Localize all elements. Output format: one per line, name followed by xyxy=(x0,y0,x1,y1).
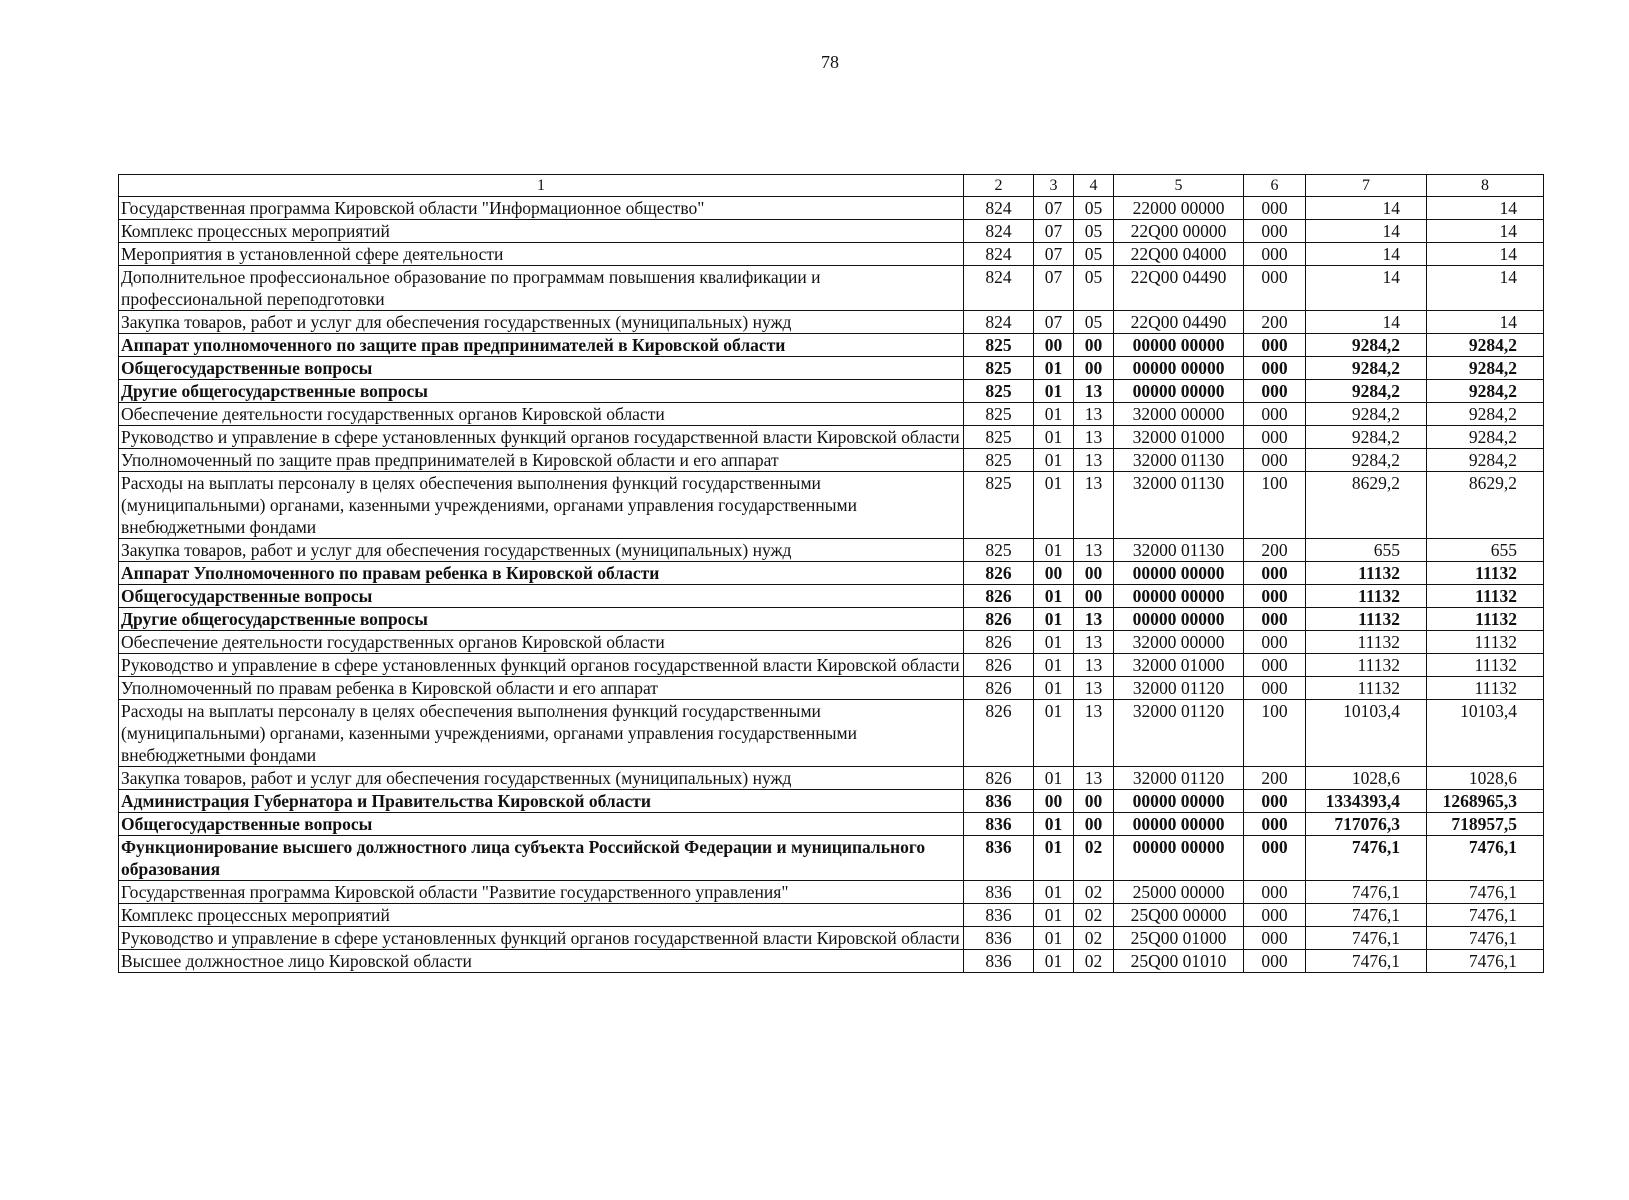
amount-col8-cell: 11132 xyxy=(1427,677,1544,700)
ministry-code-cell: 825 xyxy=(964,539,1034,562)
row-name-cell: Обеспечение деятельности государственных органов Кировской области xyxy=(119,403,964,426)
ministry-code-cell: 825 xyxy=(964,449,1034,472)
amount-col8-cell: 14 xyxy=(1427,220,1544,243)
amount-col8-cell: 14 xyxy=(1427,266,1544,311)
amount-col7-cell: 1028,6 xyxy=(1306,767,1427,790)
amount-col8-cell: 7476,1 xyxy=(1427,950,1544,973)
expense-type-cell: 100 xyxy=(1244,700,1306,767)
amount-col8-cell: 8629,2 xyxy=(1427,472,1544,539)
expense-type-cell: 000 xyxy=(1244,836,1306,881)
column-header: 5 xyxy=(1114,175,1244,197)
section-code-cell: 00 xyxy=(1034,334,1074,357)
amount-col7-cell: 9284,2 xyxy=(1306,403,1427,426)
column-header: 1 xyxy=(119,175,964,197)
subsection-code-cell: 13 xyxy=(1074,608,1114,631)
subsection-code-cell: 13 xyxy=(1074,380,1114,403)
row-name-cell: Уполномоченный по защите прав предпринимателей в Кировской области и его аппарат xyxy=(119,449,964,472)
amount-col8-cell: 9284,2 xyxy=(1427,403,1544,426)
amount-col8-cell: 718957,5 xyxy=(1427,813,1544,836)
table-row xyxy=(119,767,1544,790)
amount-col8-cell: 9284,2 xyxy=(1427,334,1544,357)
row-name-cell: Аппарат уполномоченного по защите прав предпринимателей в Кировской области xyxy=(119,334,964,357)
table-row xyxy=(119,790,1544,813)
section-code-cell: 01 xyxy=(1034,677,1074,700)
table-row xyxy=(119,266,1544,311)
table-row xyxy=(119,197,1544,220)
amount-col7-cell: 655 xyxy=(1306,539,1427,562)
row-name-cell: Руководство и управление в сфере установленных функций органов государственной власти Кировской области xyxy=(119,426,964,449)
section-code-cell: 01 xyxy=(1034,403,1074,426)
subsection-code-cell: 13 xyxy=(1074,631,1114,654)
ministry-code-cell: 826 xyxy=(964,654,1034,677)
amount-col7-cell: 14 xyxy=(1306,243,1427,266)
amount-col8-cell: 7476,1 xyxy=(1427,881,1544,904)
target-article-cell: 32000 01130 xyxy=(1114,539,1244,562)
subsection-code-cell: 13 xyxy=(1074,472,1114,539)
target-article-cell: 32000 01000 xyxy=(1114,426,1244,449)
expense-type-cell: 100 xyxy=(1244,472,1306,539)
amount-col8-cell: 14 xyxy=(1427,243,1544,266)
section-code-cell: 01 xyxy=(1034,426,1074,449)
amount-col8-cell: 11132 xyxy=(1427,562,1544,585)
row-name-cell: Комплекс процессных мероприятий xyxy=(119,904,964,927)
subsection-code-cell: 02 xyxy=(1074,836,1114,881)
amount-col7-cell: 10103,4 xyxy=(1306,700,1427,767)
subsection-code-cell: 13 xyxy=(1074,767,1114,790)
target-article-cell: 25Q00 00000 xyxy=(1114,904,1244,927)
expense-type-cell: 200 xyxy=(1244,767,1306,790)
amount-col8-cell: 11132 xyxy=(1427,585,1544,608)
section-code-cell: 07 xyxy=(1034,220,1074,243)
table-row xyxy=(119,608,1544,631)
amount-col7-cell: 11132 xyxy=(1306,608,1427,631)
expense-type-cell: 200 xyxy=(1244,539,1306,562)
amount-col8-cell: 9284,2 xyxy=(1427,357,1544,380)
row-name-cell: Комплекс процессных мероприятий xyxy=(119,220,964,243)
row-name-cell: Общегосударственные вопросы xyxy=(119,585,964,608)
expense-type-cell: 000 xyxy=(1244,220,1306,243)
table-row xyxy=(119,472,1544,539)
target-article-cell: 22Q00 00000 xyxy=(1114,220,1244,243)
section-code-cell: 07 xyxy=(1034,311,1074,334)
subsection-code-cell: 13 xyxy=(1074,677,1114,700)
ministry-code-cell: 836 xyxy=(964,813,1034,836)
amount-col7-cell: 7476,1 xyxy=(1306,927,1427,950)
row-name-cell: Руководство и управление в сфере установленных функций органов государственной власти Кировской области xyxy=(119,654,964,677)
subsection-code-cell: 05 xyxy=(1074,243,1114,266)
ministry-code-cell: 836 xyxy=(964,904,1034,927)
expense-type-cell: 000 xyxy=(1244,243,1306,266)
expense-type-cell: 000 xyxy=(1244,426,1306,449)
amount-col7-cell: 717076,3 xyxy=(1306,813,1427,836)
target-article-cell: 25Q00 01000 xyxy=(1114,927,1244,950)
subsection-code-cell: 13 xyxy=(1074,426,1114,449)
subsection-code-cell: 05 xyxy=(1074,311,1114,334)
target-article-cell: 32000 01120 xyxy=(1114,677,1244,700)
expense-type-cell: 000 xyxy=(1244,334,1306,357)
row-name-cell: Расходы на выплаты персоналу в целях обеспечения выполнения функций государственными (муниципальными) органами, казенными учреждениями, органами управления государственными внебюджетными фондами xyxy=(119,472,964,539)
amount-col7-cell: 14 xyxy=(1306,266,1427,311)
ministry-code-cell: 826 xyxy=(964,700,1034,767)
header-row xyxy=(119,175,1544,197)
section-code-cell: 01 xyxy=(1034,700,1074,767)
budget-table xyxy=(118,174,1544,973)
section-code-cell: 01 xyxy=(1034,881,1074,904)
table-row xyxy=(119,562,1544,585)
subsection-code-cell: 00 xyxy=(1074,562,1114,585)
amount-col8-cell: 7476,1 xyxy=(1427,927,1544,950)
expense-type-cell: 000 xyxy=(1244,585,1306,608)
amount-col7-cell: 11132 xyxy=(1306,562,1427,585)
row-name-cell: Расходы на выплаты персоналу в целях обеспечения выполнения функций государственными (муниципальными) органами, казенными учреждениями, органами управления государственными внебюджетными фондами xyxy=(119,700,964,767)
target-article-cell: 32000 01130 xyxy=(1114,449,1244,472)
row-name-cell: Общегосударственные вопросы xyxy=(119,813,964,836)
table-row xyxy=(119,585,1544,608)
amount-col7-cell: 8629,2 xyxy=(1306,472,1427,539)
target-article-cell: 00000 00000 xyxy=(1114,357,1244,380)
amount-col8-cell: 11132 xyxy=(1427,654,1544,677)
subsection-code-cell: 02 xyxy=(1074,927,1114,950)
row-name-cell: Администрация Губернатора и Правительства Кировской области xyxy=(119,790,964,813)
row-name-cell: Дополнительное профессиональное образование по программам повышения квалификации и профессиональной переподготовки xyxy=(119,266,964,311)
table-row xyxy=(119,243,1544,266)
section-code-cell: 01 xyxy=(1034,813,1074,836)
expense-type-cell: 000 xyxy=(1244,562,1306,585)
expense-type-cell: 000 xyxy=(1244,677,1306,700)
row-name-cell: Аппарат Уполномоченного по правам ребенка в Кировской области xyxy=(119,562,964,585)
amount-col7-cell: 14 xyxy=(1306,197,1427,220)
ministry-code-cell: 824 xyxy=(964,220,1034,243)
amount-col7-cell: 11132 xyxy=(1306,631,1427,654)
column-header: 6 xyxy=(1244,175,1306,197)
table-row xyxy=(119,677,1544,700)
expense-type-cell: 000 xyxy=(1244,927,1306,950)
target-article-cell: 25Q00 01010 xyxy=(1114,950,1244,973)
row-name-cell: Государственная программа Кировской области "Развитие государственного управления" xyxy=(119,881,964,904)
amount-col7-cell: 11132 xyxy=(1306,585,1427,608)
ministry-code-cell: 836 xyxy=(964,881,1034,904)
subsection-code-cell: 02 xyxy=(1074,950,1114,973)
amount-col8-cell: 1268965,3 xyxy=(1427,790,1544,813)
subsection-code-cell: 13 xyxy=(1074,654,1114,677)
amount-col7-cell: 14 xyxy=(1306,311,1427,334)
amount-col7-cell: 7476,1 xyxy=(1306,836,1427,881)
row-name-cell: Обеспечение деятельности государственных органов Кировской области xyxy=(119,631,964,654)
table-row xyxy=(119,813,1544,836)
target-article-cell: 32000 01000 xyxy=(1114,654,1244,677)
section-code-cell: 01 xyxy=(1034,585,1074,608)
section-code-cell: 01 xyxy=(1034,449,1074,472)
table-body xyxy=(119,197,1544,973)
section-code-cell: 07 xyxy=(1034,197,1074,220)
ministry-code-cell: 826 xyxy=(964,767,1034,790)
expense-type-cell: 000 xyxy=(1244,380,1306,403)
amount-col8-cell: 11132 xyxy=(1427,631,1544,654)
amount-col8-cell: 9284,2 xyxy=(1427,426,1544,449)
row-name-cell: Уполномоченный по правам ребенка в Кировской области и его аппарат xyxy=(119,677,964,700)
section-code-cell: 01 xyxy=(1034,539,1074,562)
amount-col8-cell: 10103,4 xyxy=(1427,700,1544,767)
table-row xyxy=(119,311,1544,334)
target-article-cell: 25000 00000 xyxy=(1114,881,1244,904)
row-name-cell: Другие общегосударственные вопросы xyxy=(119,380,964,403)
expense-type-cell: 000 xyxy=(1244,357,1306,380)
target-article-cell: 22Q00 04000 xyxy=(1114,243,1244,266)
expense-type-cell: 000 xyxy=(1244,266,1306,311)
amount-col7-cell: 9284,2 xyxy=(1306,357,1427,380)
row-name-cell: Мероприятия в установленной сфере деятельности xyxy=(119,243,964,266)
subsection-code-cell: 00 xyxy=(1074,790,1114,813)
row-name-cell: Другие общегосударственные вопросы xyxy=(119,608,964,631)
target-article-cell: 00000 00000 xyxy=(1114,836,1244,881)
amount-col8-cell: 7476,1 xyxy=(1427,836,1544,881)
subsection-code-cell: 13 xyxy=(1074,539,1114,562)
target-article-cell: 32000 01120 xyxy=(1114,700,1244,767)
ministry-code-cell: 824 xyxy=(964,243,1034,266)
section-code-cell: 01 xyxy=(1034,472,1074,539)
amount-col8-cell: 9284,2 xyxy=(1427,449,1544,472)
ministry-code-cell: 825 xyxy=(964,403,1034,426)
ministry-code-cell: 826 xyxy=(964,631,1034,654)
table-row xyxy=(119,631,1544,654)
target-article-cell: 32000 00000 xyxy=(1114,403,1244,426)
table-row xyxy=(119,836,1544,881)
subsection-code-cell: 05 xyxy=(1074,220,1114,243)
amount-col8-cell: 14 xyxy=(1427,197,1544,220)
ministry-code-cell: 826 xyxy=(964,677,1034,700)
section-code-cell: 01 xyxy=(1034,836,1074,881)
column-header: 7 xyxy=(1306,175,1427,197)
amount-col7-cell: 7476,1 xyxy=(1306,904,1427,927)
table-row xyxy=(119,357,1544,380)
ministry-code-cell: 825 xyxy=(964,357,1034,380)
amount-col7-cell: 1334393,4 xyxy=(1306,790,1427,813)
ministry-code-cell: 824 xyxy=(964,266,1034,311)
table-row xyxy=(119,220,1544,243)
target-article-cell: 00000 00000 xyxy=(1114,608,1244,631)
expense-type-cell: 000 xyxy=(1244,881,1306,904)
section-code-cell: 01 xyxy=(1034,631,1074,654)
amount-col8-cell: 1028,6 xyxy=(1427,767,1544,790)
ministry-code-cell: 825 xyxy=(964,334,1034,357)
expense-type-cell: 200 xyxy=(1244,311,1306,334)
section-code-cell: 01 xyxy=(1034,380,1074,403)
expense-type-cell: 000 xyxy=(1244,790,1306,813)
amount-col8-cell: 11132 xyxy=(1427,608,1544,631)
subsection-code-cell: 13 xyxy=(1074,449,1114,472)
ministry-code-cell: 836 xyxy=(964,927,1034,950)
column-header: 8 xyxy=(1427,175,1544,197)
target-article-cell: 00000 00000 xyxy=(1114,380,1244,403)
target-article-cell: 00000 00000 xyxy=(1114,585,1244,608)
subsection-code-cell: 05 xyxy=(1074,197,1114,220)
amount-col7-cell: 7476,1 xyxy=(1306,881,1427,904)
ministry-code-cell: 836 xyxy=(964,790,1034,813)
expense-type-cell: 000 xyxy=(1244,608,1306,631)
target-article-cell: 32000 00000 xyxy=(1114,631,1244,654)
amount-col7-cell: 9284,2 xyxy=(1306,426,1427,449)
table-row xyxy=(119,881,1544,904)
expense-type-cell: 000 xyxy=(1244,950,1306,973)
table-row xyxy=(119,927,1544,950)
table-row xyxy=(119,426,1544,449)
amount-col7-cell: 9284,2 xyxy=(1306,449,1427,472)
amount-col7-cell: 14 xyxy=(1306,220,1427,243)
target-article-cell: 32000 01130 xyxy=(1114,472,1244,539)
section-code-cell: 01 xyxy=(1034,357,1074,380)
section-code-cell: 07 xyxy=(1034,266,1074,311)
amount-col7-cell: 7476,1 xyxy=(1306,950,1427,973)
table-row xyxy=(119,950,1544,973)
ministry-code-cell: 836 xyxy=(964,950,1034,973)
target-article-cell: 00000 00000 xyxy=(1114,813,1244,836)
row-name-cell: Общегосударственные вопросы xyxy=(119,357,964,380)
ministry-code-cell: 824 xyxy=(964,197,1034,220)
table-row xyxy=(119,904,1544,927)
ministry-code-cell: 826 xyxy=(964,585,1034,608)
expense-type-cell: 000 xyxy=(1244,403,1306,426)
target-article-cell: 00000 00000 xyxy=(1114,790,1244,813)
amount-col8-cell: 9284,2 xyxy=(1427,380,1544,403)
subsection-code-cell: 00 xyxy=(1074,334,1114,357)
amount-col8-cell: 14 xyxy=(1427,311,1544,334)
amount-col8-cell: 7476,1 xyxy=(1427,904,1544,927)
expense-type-cell: 000 xyxy=(1244,197,1306,220)
target-article-cell: 00000 00000 xyxy=(1114,334,1244,357)
expense-type-cell: 000 xyxy=(1244,654,1306,677)
target-article-cell: 22Q00 04490 xyxy=(1114,266,1244,311)
section-code-cell: 01 xyxy=(1034,608,1074,631)
amount-col7-cell: 11132 xyxy=(1306,654,1427,677)
section-code-cell: 00 xyxy=(1034,562,1074,585)
row-name-cell: Закупка товаров, работ и услуг для обеспечения государственных (муниципальных) нужд xyxy=(119,539,964,562)
section-code-cell: 07 xyxy=(1034,243,1074,266)
ministry-code-cell: 836 xyxy=(964,836,1034,881)
subsection-code-cell: 13 xyxy=(1074,700,1114,767)
ministry-code-cell: 825 xyxy=(964,472,1034,539)
page-number: 78 xyxy=(821,52,839,72)
target-article-cell: 22000 00000 xyxy=(1114,197,1244,220)
ministry-code-cell: 826 xyxy=(964,562,1034,585)
amount-col7-cell: 11132 xyxy=(1306,677,1427,700)
row-name-cell: Закупка товаров, работ и услуг для обеспечения государственных (муниципальных) нужд xyxy=(119,311,964,334)
column-header: 4 xyxy=(1074,175,1114,197)
row-name-cell: Государственная программа Кировской области "Информационное общество" xyxy=(119,197,964,220)
ministry-code-cell: 825 xyxy=(964,380,1034,403)
amount-col7-cell: 9284,2 xyxy=(1306,380,1427,403)
row-name-cell: Руководство и управление в сфере установленных функций органов государственной власти Кировской области xyxy=(119,927,964,950)
table-row xyxy=(119,449,1544,472)
subsection-code-cell: 05 xyxy=(1074,266,1114,311)
target-article-cell: 22Q00 04490 xyxy=(1114,311,1244,334)
table-row xyxy=(119,380,1544,403)
section-code-cell: 00 xyxy=(1034,790,1074,813)
subsection-code-cell: 02 xyxy=(1074,881,1114,904)
ministry-code-cell: 825 xyxy=(964,426,1034,449)
section-code-cell: 01 xyxy=(1034,904,1074,927)
subsection-code-cell: 13 xyxy=(1074,403,1114,426)
amount-col8-cell: 655 xyxy=(1427,539,1544,562)
expense-type-cell: 000 xyxy=(1244,813,1306,836)
amount-col7-cell: 9284,2 xyxy=(1306,334,1427,357)
row-name-cell: Закупка товаров, работ и услуг для обеспечения государственных (муниципальных) нужд xyxy=(119,767,964,790)
expense-type-cell: 000 xyxy=(1244,904,1306,927)
subsection-code-cell: 02 xyxy=(1074,904,1114,927)
subsection-code-cell: 00 xyxy=(1074,585,1114,608)
ministry-code-cell: 824 xyxy=(964,311,1034,334)
row-name-cell: Высшее должностное лицо Кировской области xyxy=(119,950,964,973)
section-code-cell: 01 xyxy=(1034,927,1074,950)
section-code-cell: 01 xyxy=(1034,950,1074,973)
expense-type-cell: 000 xyxy=(1244,631,1306,654)
table-row xyxy=(119,334,1544,357)
table-row xyxy=(119,700,1544,767)
row-name-cell: Функционирование высшего должностного лица субъекта Российской Федерации и муниципального образования xyxy=(119,836,964,881)
subsection-code-cell: 00 xyxy=(1074,357,1114,380)
table-row xyxy=(119,403,1544,426)
section-code-cell: 01 xyxy=(1034,654,1074,677)
ministry-code-cell: 826 xyxy=(964,608,1034,631)
table-row xyxy=(119,539,1544,562)
section-code-cell: 01 xyxy=(1034,767,1074,790)
table-row xyxy=(119,654,1544,677)
target-article-cell: 32000 01120 xyxy=(1114,767,1244,790)
subsection-code-cell: 00 xyxy=(1074,813,1114,836)
target-article-cell: 00000 00000 xyxy=(1114,562,1244,585)
column-header: 3 xyxy=(1034,175,1074,197)
column-header: 2 xyxy=(964,175,1034,197)
expense-type-cell: 000 xyxy=(1244,449,1306,472)
